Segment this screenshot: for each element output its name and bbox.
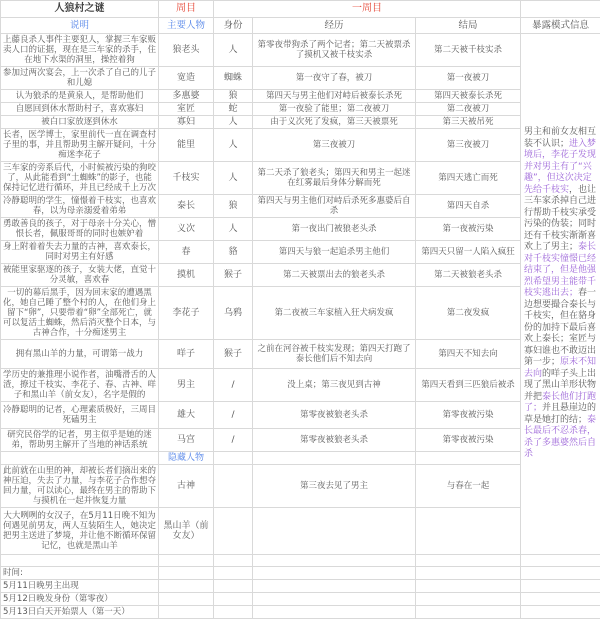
character-identity-cell[interactable]: / [214,369,253,402]
character-row [1,34,600,67]
character-identity-cell[interactable]: 狼 [214,195,253,218]
header-name[interactable]: 主要人物 [159,18,214,34]
character-ending-cell[interactable]: 与春在一起 [416,465,521,508]
character-desc-cell[interactable]: 参加过两次宴会，上一次杀了自己的儿子和儿媳 [1,67,159,90]
character-identity-cell[interactable]: 蜘蛛 [214,67,253,90]
hidden-section-identity-cell[interactable] [214,452,253,465]
character-desc-cell[interactable]: 长者，医学博士，家里前代一直在调查村子里的事，并且帮助男主解开疑问，十分痴迷李花子 [1,129,159,162]
header-identity[interactable]: 身份 [214,18,253,34]
character-desc-cell[interactable]: 三车家的旁系后代，小时候被污染的狗咬了，从此能看到“土蜘蛛”的影子，也能保持记忆进行循环，并且已经成千上万次 [1,162,159,195]
character-identity-cell[interactable] [214,465,253,508]
character-identity-cell[interactable]: 乌鸦 [214,287,253,340]
timeline-empty-cell[interactable] [521,606,600,619]
character-ending-cell[interactable] [416,508,521,555]
timeline-row [1,567,600,580]
character-identity-cell[interactable]: 人 [214,34,253,67]
character-identity-cell[interactable]: / [214,429,253,452]
character-experience-cell[interactable]: 第二天被票出去的狼老头杀 [253,264,416,287]
sheet-title[interactable]: 人狼村之谜 [1,1,159,18]
timeline-row [1,593,600,606]
character-row [1,264,600,287]
character-experience-cell[interactable]: 第一夜守了春，被刀 [253,67,416,90]
character-identity-cell[interactable] [214,508,253,555]
round-label[interactable]: 周目 [159,1,214,18]
character-ending-cell[interactable]: 第四天只留一人陷入疯狂 [416,241,521,264]
character-name-cell[interactable]: 狼老头 [159,34,214,67]
character-name-cell[interactable]: 千枝实 [159,162,214,195]
character-experience-cell[interactable]: 第二夜被三车家植入狂犬病发疯 [253,287,416,340]
character-identity-cell[interactable]: 人 [214,162,253,195]
character-name-cell[interactable]: 义次 [159,218,214,241]
column-header-row [1,18,600,34]
character-desc-cell[interactable]: 被能里家驱逐的孩子，女装大佬，直觉十分灵敏，喜欢春 [1,264,159,287]
character-experience-cell[interactable]: 之前在河谷被千枝实发现；第四天打跑了泰长他们后不知去向 [253,340,416,369]
timeline-empty-cell[interactable] [253,580,416,593]
empty-row [1,555,600,567]
timeline-empty-cell[interactable] [214,593,253,606]
character-name-cell[interactable]: 春 [159,241,214,264]
character-row [1,129,600,162]
character-experience-cell[interactable]: 第三夜被刀 [253,129,416,162]
timeline-empty-cell[interactable] [416,580,521,593]
timeline-empty-cell[interactable] [159,606,214,619]
character-name-cell[interactable]: 男主 [159,369,214,402]
character-name-cell[interactable]: 寡妇 [159,116,214,129]
exposure-segment: 的咩子头上出现了黑山羊形状物并把 [524,369,596,402]
character-desc-cell[interactable]: 身上附着着失去力量的古神，喜欢泰长，同时对男主有好感 [1,241,159,264]
character-ending-cell[interactable]: 第四天自杀 [416,195,521,218]
character-identity-cell[interactable]: 人 [214,116,253,129]
character-identity-cell[interactable]: 蛇 [214,103,253,116]
character-ending-cell[interactable]: 第三天被吊死 [416,116,521,129]
character-name-cell[interactable]: 马宫 [159,429,214,452]
character-identity-cell[interactable]: 人 [214,218,253,241]
timeline-text-cell[interactable]: 5月11日晚男主出现 [1,580,159,593]
character-ending-cell[interactable]: 第二天被狼老头杀 [416,264,521,287]
character-experience-cell[interactable]: 由于义次死了发疯，第三天被票死 [253,116,416,129]
character-row [1,287,600,340]
character-experience-cell[interactable]: 没上桌；第三夜见到古神 [253,369,416,402]
timeline-empty-cell[interactable] [521,580,600,593]
character-row [1,218,600,241]
exposure-segment: ，也让三车家杀掉自己进行帮助千枝实承受污染的伪装；同时还有千枝实渐渐喜欢上了男主； [524,185,596,253]
character-experience-cell[interactable]: 第零夜被狼老头杀 [253,429,416,452]
character-row [1,465,600,508]
exposure-segment: 泰长对千枝实憧憬已经结束了，但是他强烈希望男主能带千枝实逃出去； [524,242,596,298]
empty-cell[interactable] [214,555,253,567]
timeline-empty-cell[interactable] [214,567,253,580]
character-identity-cell[interactable]: 人 [214,129,253,162]
exposure-segment: 春一边想要撮合泰长与千枝实，但在貉身份的加持下最后喜欢上泰长；室匠与寡妇谁也不敢迈出第一步； [524,288,596,367]
header-experience[interactable]: 经历 [253,18,416,34]
character-desc-cell[interactable]: 认为狼杀的是黄泉人，是帮助他们 [1,90,159,103]
character-ending-cell[interactable]: 第四天看到三匹狼后被杀 [416,369,521,402]
character-experience-cell[interactable]: 第零夜带狗杀了两个记者；第二天被票杀了摸机又被千枝实杀 [253,34,416,67]
character-row [1,369,600,402]
character-ending-cell[interactable]: 第一夜被污染 [416,218,521,241]
character-row [1,340,600,369]
character-experience-cell[interactable]: 第一夜验了能里；第二夜被刀 [253,103,416,116]
character-ending-cell[interactable]: 第零夜被污染 [416,402,521,429]
character-experience-cell[interactable]: 第四天与男主他们对峙后被泰长杀死 [253,90,416,103]
round-value[interactable]: 一周目 [214,1,521,18]
character-desc-cell[interactable]: 拥有黑山羊的力量，可谓第一战力 [1,340,159,369]
character-identity-cell[interactable]: 猴子 [214,264,253,287]
character-name-cell[interactable]: 李花子 [159,287,214,340]
header-ending[interactable]: 结局 [416,18,521,34]
title-row [1,1,600,18]
character-ending-cell[interactable]: 第二夜发疯 [416,287,521,340]
character-identity-cell[interactable]: 狼 [214,90,253,103]
hidden-section-desc-cell[interactable] [1,452,159,465]
header-desc[interactable]: 说明 [1,18,159,34]
exposure-segment: 泰长他们打跑了； [524,392,596,414]
hidden-section-experience-cell[interactable] [253,452,416,465]
character-ending-cell[interactable]: 第二天被千枝实杀 [416,34,521,67]
empty-cell[interactable] [159,555,214,567]
exposure-segment: 进入梦境后，李花子发现并对男主有了“兴趣”，但这次决定先给千枝实 [524,139,596,195]
timeline-empty-cell[interactable] [416,593,521,606]
timeline-row [1,606,600,619]
timeline-empty-cell[interactable] [159,567,214,580]
character-name-cell[interactable]: 多惠婆 [159,90,214,103]
empty-cell[interactable] [521,555,600,567]
character-row [1,67,600,90]
character-row [1,402,600,429]
character-ending-cell[interactable]: 第四天被泰长杀死 [416,90,521,103]
character-row [1,195,600,218]
character-experience-cell[interactable]: 第二天杀了狼老头；第四天和男主一起迷在红雾最后身体分解而死 [253,162,416,195]
character-identity-cell[interactable]: 貉 [214,241,253,264]
character-experience-cell[interactable]: 第三夜去见了男主 [253,465,416,508]
character-experience-cell[interactable]: 第零夜被狼老头杀 [253,402,416,429]
character-desc-cell[interactable]: 被白口家放逐到休水 [1,116,159,129]
timeline-empty-cell[interactable] [253,606,416,619]
timeline-empty-cell[interactable] [214,580,253,593]
timeline-row [1,580,600,593]
character-desc-cell[interactable]: 自愿回到休水帮助村子，喜欢寡妇 [1,103,159,116]
exposure-segment: 原末不知去向 [524,357,596,379]
character-row [1,429,600,452]
header-exposure[interactable]: 暴露模式信息 [521,18,600,34]
character-desc-cell[interactable]: 大大咧咧的女汉子，在5月11日晚不知为何遇见前男友，两人互装陌生人，她决定把男主送进了梦境，并让他不断循环保留记忆，也就是黑山羊 [1,508,159,555]
timeline-text-cell[interactable]: 5月13日白天开始票人（第一天） [1,606,159,619]
empty-cell[interactable] [253,555,416,567]
character-name-cell[interactable]: 黑山羊（前女友） [159,508,214,555]
character-name-cell[interactable]: 雄大 [159,402,214,429]
timeline-text-cell[interactable]: 5月12日晚发身份（第零夜） [1,593,159,606]
character-identity-cell[interactable]: 猴子 [214,340,253,369]
exposure-segment: 并且悬崖边的草是她打的结； [524,403,596,425]
character-name-cell[interactable]: 摸机 [159,264,214,287]
character-experience-cell[interactable]: 第一夜出门被狼老头杀 [253,218,416,241]
hidden-section-ending-cell[interactable] [416,452,521,465]
character-ending-cell[interactable]: 第零夜被污染 [416,429,521,452]
timeline-empty-cell[interactable] [521,567,600,580]
character-desc-cell[interactable]: 学历史的兼推理小说作者，油嘴滑舌的人渣，撩过千枝实、李花子、春、古神、咩子和黑山羊（前女友），名字是假的 [1,369,159,402]
character-ending-cell[interactable]: 第四天逃亡而死 [416,162,521,195]
character-name-cell[interactable]: 咩子 [159,340,214,369]
timeline-empty-cell[interactable] [159,593,214,606]
timeline-text-cell[interactable]: 时间: [1,567,159,580]
character-experience-cell[interactable]: 第四天与男主他们对峙后杀死多惠婆后自杀 [253,195,416,218]
timeline-empty-cell[interactable] [214,606,253,619]
empty-cell[interactable] [1,555,159,567]
exposure-segment: 泰长最后不忍杀春，杀了多惠婆然后自杀 [524,415,596,460]
character-name-cell[interactable]: 室匠 [159,103,214,116]
hidden-section-row [1,452,600,465]
timeline-empty-cell[interactable] [253,593,416,606]
character-ending-cell[interactable]: 第三夜被刀 [416,129,521,162]
character-experience-cell[interactable] [253,508,416,555]
character-desc-cell[interactable]: 冷静聪明的记者，心理素质极好，三周目死磕男主 [1,402,159,429]
character-name-cell[interactable]: 古神 [159,465,214,508]
timeline-empty-cell[interactable] [253,567,416,580]
character-desc-cell[interactable]: 勇敢善良的孩子，对于母亲十分关心，憎恨长者，佩服哥哥的同时也嫉妒着 [1,218,159,241]
character-desc-cell[interactable]: 一切的幕后黑手，因为回末家的遭遇黑化，她自己睡了整个村的人，在他们身上留下“卵”，只要带着“卵”全部死亡，就可以复活土蜘蛛，然后消灭整个日本，与古神合作，十分痴迷男主 [1,287,159,340]
timeline-empty-cell[interactable] [416,567,521,580]
hidden-section-label-cell[interactable]: 隐藏人物 [159,452,214,465]
exposure-segment: 男主和前女友相互装不认识； [524,127,596,149]
character-row [1,116,600,129]
character-desc-cell[interactable]: 上藤良杀人事件主要犯人，掌握三车家贩卖人口的证据，现在是三车家的杀手，住在地下水渠的洞里，操控着狗 [1,34,159,67]
corner-empty-cell[interactable] [521,1,600,18]
character-ending-cell[interactable]: 第二夜被刀 [416,103,521,116]
timeline-empty-cell[interactable] [521,593,600,606]
timeline-empty-cell[interactable] [159,580,214,593]
character-row [1,241,600,264]
character-ending-cell[interactable]: 第一夜被刀 [416,67,521,90]
character-row [1,508,600,555]
character-row [1,162,600,195]
character-ending-cell[interactable]: 第四天不知去向 [416,340,521,369]
character-desc-cell[interactable]: 研究民俗学的记者，男主似乎是她的迷弟，帮助男主解开了当地的神话系统 [1,429,159,452]
character-desc-cell[interactable]: 此前就在山里的神，却被长者们摘出来的神压迫，失去了力量，与李花子合作想夺回力量，可以读心，最终在男主的帮助下与摸机在一起并恢复力量 [1,465,159,508]
empty-cell[interactable] [416,555,521,567]
character-row [1,90,600,103]
timeline-empty-cell[interactable] [416,606,521,619]
character-name-cell[interactable]: 宽造 [159,67,214,90]
exposure-info-cell[interactable] [521,34,600,555]
character-name-cell[interactable]: 能里 [159,129,214,162]
character-name-cell[interactable]: 泰长 [159,195,214,218]
character-row [1,103,600,116]
character-desc-cell[interactable]: 冷静聪明的学生，憧憬着千枝实，也喜欢春，以为母亲溺爱着弟弟 [1,195,159,218]
character-identity-cell[interactable]: / [214,402,253,429]
character-experience-cell[interactable]: 第四天与狼一起追杀男主他们 [253,241,416,264]
